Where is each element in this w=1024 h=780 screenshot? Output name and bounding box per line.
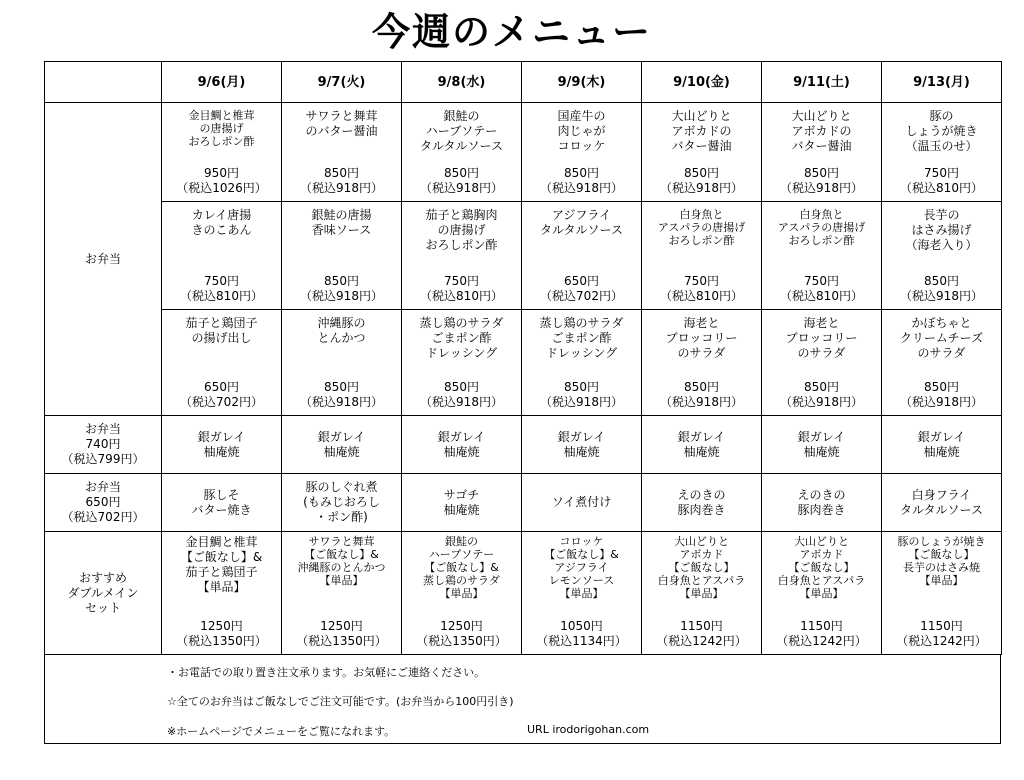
menu-item-cell (762, 202, 882, 310)
menu-item-cell (762, 310, 882, 416)
menu-item-price: 850円 （税込918円） (900, 274, 983, 303)
menu-item-name: 大山どりと アボカドの バター醤油 (791, 109, 852, 153)
menu-item-cell (282, 474, 402, 532)
menu-item-cell (762, 474, 882, 532)
set-item-name: 大山どりと アボカド 【ご飯なし】 白身魚とアスパラ 【単品】 (657, 535, 746, 600)
menu-item-price: 850円 （税込918円） (540, 380, 623, 409)
menu-item-cell (282, 310, 402, 416)
menu-item-price: 850円 （税込918円） (540, 166, 623, 195)
menu-item-price: 650円 （税込702円） (540, 274, 623, 303)
menu-item-cell (402, 416, 522, 474)
menu-item-name: 茄子と鶏団子 の揚げ出し (185, 316, 258, 345)
menu-item-name: 豚しそ バター焼き (191, 487, 252, 517)
note-phone: ・お電話での取り置き注文承ります。お気軽にご連絡ください。 (167, 666, 486, 679)
menu-item-cell (522, 310, 642, 416)
menu-item-price: 850円 （税込918円） (300, 274, 383, 303)
menu-item-name: 銀ガレイ 柚庵焼 (917, 429, 966, 459)
menu-item-name: 銀ガレイ 柚庵焼 (197, 429, 246, 459)
menu-item-cell (402, 474, 522, 532)
menu-item-name: アジフライ タルタルソース (540, 208, 623, 237)
menu-item-cell (762, 103, 882, 202)
menu-item-cell (522, 416, 642, 474)
menu-item-name: 金目鯛と椎茸 の唐揚げ おろしポン酢 (188, 109, 255, 148)
menu-item-price: 650円 （税込702円） (180, 380, 263, 409)
bento-row (45, 310, 1002, 416)
menu-item-cell (162, 416, 282, 474)
menu-item-name: 銀ガレイ 柚庵焼 (677, 429, 726, 459)
set-item-cell (642, 532, 762, 655)
menu-item-cell (162, 474, 282, 532)
corner-cell (45, 62, 162, 103)
menu-item-name: カレイ唐揚 きのこあん (191, 208, 252, 237)
row-label-bento: お弁当 (45, 103, 162, 416)
set-item-name: 金目鯛と椎茸 【ご飯なし】& 茄子と鶏団子 【単品】 (180, 535, 263, 594)
menu-item-price: 850円 （税込918円） (660, 166, 743, 195)
menu-item-price: 950円 （税込1026円） (176, 166, 267, 195)
day-header: 9/11(土) (762, 62, 882, 103)
menu-item-name: 銀ガレイ 柚庵焼 (557, 429, 606, 459)
note-no-rice: ☆全てのお弁当はご飯なしでご注文可能です。(お弁当から100円引き) (167, 695, 514, 708)
menu-item-name: えのきの 豚肉巻き (677, 487, 726, 517)
menu-item-name: 銀鮭の唐揚 香味ソース (311, 208, 372, 237)
menu-item-price: 850円 （税込918円） (300, 380, 383, 409)
menu-item-price: 750円 （税込810円） (900, 166, 983, 195)
menu-item-price: 750円 （税込810円） (420, 274, 503, 303)
menu-item-cell (762, 416, 882, 474)
menu-item-cell (642, 474, 762, 532)
menu-item-name: 長芋の はさみ揚げ （海老入り） (905, 208, 978, 252)
note-homepage: ※ホームページでメニューをご覧になれます。 (167, 725, 396, 738)
menu-item-cell (402, 103, 522, 202)
set-item-name: 銀鮭の ハーブソテー 【ご飯なし】& 蒸し鶏のサラダ 【単品】 (423, 535, 500, 600)
row-label-bento650: お弁当 650円 （税込702円） (45, 474, 162, 532)
menu-item-name: 銀鮭の ハーブソテー タルタルソース (420, 109, 503, 153)
notes-box (44, 655, 1001, 744)
menu-item-name: 国産牛の 肉じゃが コロッケ (557, 109, 606, 153)
menu-item-cell (402, 310, 522, 416)
menu-item-cell (522, 202, 642, 310)
set-item-price: 1150円 （税込1242円） (776, 619, 867, 648)
menu-item-name: 沖縄豚の とんかつ (317, 316, 366, 345)
menu-item-cell (882, 202, 1002, 310)
menu-item-cell (522, 103, 642, 202)
menu-item-cell (882, 416, 1002, 474)
menu-item-cell (402, 202, 522, 310)
double-main-row (45, 532, 1002, 655)
menu-item-name: 海老と ブロッコリー のサラダ (785, 316, 858, 360)
menu-item-cell (882, 310, 1002, 416)
menu-item-name: 豚の しょうが焼き （温玉のせ） (905, 109, 978, 153)
menu-item-cell (642, 202, 762, 310)
menu-item-price: 850円 （税込918円） (420, 380, 503, 409)
set-item-name: 豚のしょうが焼き 【ご飯なし】 長芋のはさみ焼 【単品】 (897, 535, 986, 587)
menu-item-cell (522, 474, 642, 532)
menu-item-cell (282, 416, 402, 474)
page-title: 今週のメニュー (371, 10, 652, 54)
bento650-row (45, 474, 1002, 532)
menu-item-cell (282, 202, 402, 310)
menu-item-name: サワラと舞茸 のバター醤油 (305, 109, 378, 138)
menu-item-cell (282, 103, 402, 202)
set-item-name: コロッケ 【ご飯なし】& アジフライ レモンソース 【単品】 (544, 535, 619, 600)
website-url[interactable]: URL irodorigohan.com (527, 723, 650, 736)
set-item-cell (522, 532, 642, 655)
set-item-cell (282, 532, 402, 655)
day-header: 9/9(木) (522, 62, 642, 103)
bento740-row (45, 416, 1002, 474)
set-item-price: 1250円 （税込1350円） (176, 619, 267, 648)
menu-item-name: 銀ガレイ 柚庵焼 (437, 429, 486, 459)
bento-row (45, 103, 1002, 202)
set-item-name: 大山どりと アボカド 【ご飯なし】 白身魚とアスパラ 【単品】 (777, 535, 866, 600)
menu-item-cell (642, 416, 762, 474)
menu-item-price: 850円 （税込918円） (900, 380, 983, 409)
menu-item-name: 海老と ブロッコリー のサラダ (665, 316, 738, 360)
set-item-price: 1150円 （税込1242円） (656, 619, 747, 648)
row-label-double-main: おすすめ ダブルメイン セット (45, 532, 162, 655)
menu-item-name: 豚のしぐれ煮 (もみじおろし ・ポン酢) (303, 480, 380, 524)
menu-item-name: 茄子と鶏胸肉 の唐揚げ おろしポン酢 (425, 208, 498, 252)
menu-item-name: 銀ガレイ 柚庵焼 (797, 429, 846, 459)
menu-item-price: 750円 （税込810円） (780, 274, 863, 303)
menu-item-cell (882, 474, 1002, 532)
menu-item-name: ソイ煮付け (551, 495, 612, 509)
set-item-cell (162, 532, 282, 655)
day-header: 9/10(金) (642, 62, 762, 103)
menu-item-name: 銀ガレイ 柚庵焼 (317, 429, 366, 459)
menu-item-price: 750円 （税込810円） (180, 274, 263, 303)
menu-item-name: サゴチ 柚庵焼 (443, 487, 480, 517)
menu-item-cell (642, 103, 762, 202)
menu-item-name: かぼちゃと クリームチーズ のサラダ (899, 316, 984, 360)
menu-item-price: 850円 （税込918円） (300, 166, 383, 195)
bento-row (45, 202, 1002, 310)
menu-item-price: 850円 （税込918円） (420, 166, 503, 195)
menu-item-name: 蒸し鶏のサラダ ごまポン酢 ドレッシング (539, 316, 624, 360)
set-item-cell (762, 532, 882, 655)
menu-item-cell (162, 310, 282, 416)
menu-item-name: 白身魚と アスパラの唐揚げ おろしポン酢 (657, 208, 746, 247)
menu-table (44, 61, 1002, 655)
menu-item-cell (162, 202, 282, 310)
set-item-price: 1250円 （税込1350円） (296, 619, 387, 648)
menu-item-cell (162, 103, 282, 202)
menu-item-cell (882, 103, 1002, 202)
set-item-cell (402, 532, 522, 655)
menu-item-price: 850円 （税込918円） (660, 380, 743, 409)
day-header: 9/6(月) (162, 62, 282, 103)
menu-item-name: 大山どりと アボカドの バター醤油 (671, 109, 732, 153)
menu-item-name: 白身魚と アスパラの唐揚げ おろしポン酢 (777, 208, 866, 247)
set-item-cell (882, 532, 1002, 655)
menu-item-price: 750円 （税込810円） (660, 274, 743, 303)
set-item-price: 1050円 （税込1134円） (536, 619, 627, 648)
menu-item-price: 850円 （税込918円） (780, 380, 863, 409)
menu-item-price: 850円 （税込918円） (780, 166, 863, 195)
header-row (45, 62, 1002, 103)
set-item-price: 1150円 （税込1242円） (896, 619, 987, 648)
menu-item-cell (642, 310, 762, 416)
day-header: 9/7(火) (282, 62, 402, 103)
menu-item-name: えのきの 豚肉巻き (797, 487, 846, 517)
set-item-price: 1250円 （税込1350円） (416, 619, 507, 648)
day-header: 9/8(水) (402, 62, 522, 103)
menu-item-name: 蒸し鶏のサラダ ごまポン酢 ドレッシング (419, 316, 504, 360)
row-label-bento740: お弁当 740円 （税込799円） (45, 416, 162, 474)
menu-item-name: 白身フライ タルタルソース (900, 487, 983, 517)
day-header: 9/13(月) (882, 62, 1002, 103)
set-item-name: サワラと舞茸 【ご飯なし】& 沖縄豚のとんかつ 【単品】 (297, 535, 386, 587)
